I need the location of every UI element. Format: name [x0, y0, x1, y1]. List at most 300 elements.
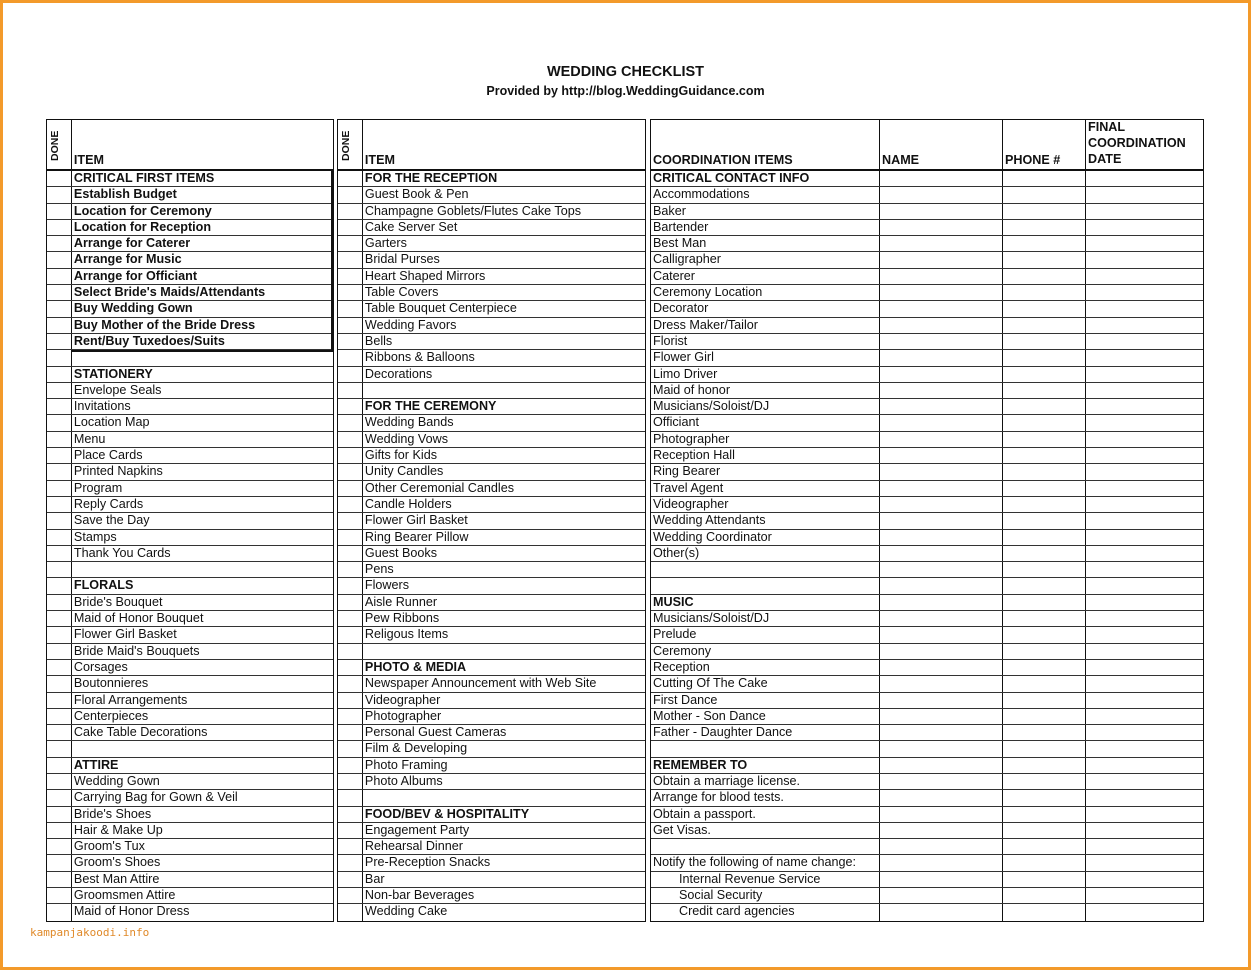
name-cell[interactable]: [880, 807, 1003, 822]
coordination-item: Videographer: [651, 497, 880, 512]
name-cell[interactable]: [880, 334, 1003, 349]
done-header-cell: [47, 120, 72, 169]
final-date-cell[interactable]: [1086, 595, 1202, 610]
final-date-cell[interactable]: [1086, 823, 1202, 838]
final-date-cell[interactable]: [1086, 204, 1202, 219]
done-checkbox[interactable]: [47, 252, 72, 267]
name-cell[interactable]: [880, 204, 1003, 219]
coordination-row: [651, 252, 1203, 268]
done-checkbox[interactable]: [47, 220, 72, 235]
final-date-cell[interactable]: [1086, 252, 1202, 267]
checklist-item: Photo Framing: [364, 757, 448, 772]
done-checkbox[interactable]: [338, 611, 363, 626]
item-header: ITEM: [73, 153, 105, 167]
done-checkbox[interactable]: [338, 839, 363, 854]
done-checkbox[interactable]: [47, 823, 72, 838]
name-cell[interactable]: [880, 187, 1003, 202]
checklist-row: [47, 530, 333, 546]
name-cell[interactable]: [880, 758, 1003, 773]
done-checkbox[interactable]: [47, 383, 72, 398]
final-date-cell[interactable]: [1086, 758, 1202, 773]
name-cell[interactable]: [880, 481, 1003, 496]
name-cell[interactable]: [880, 578, 1003, 593]
phone-cell[interactable]: [1003, 432, 1086, 447]
done-checkbox[interactable]: [47, 187, 72, 202]
checklist-row: [47, 725, 333, 741]
checklist-item: Non-bar Beverages: [364, 888, 475, 903]
coordination-row: [651, 269, 1203, 285]
phone-cell[interactable]: [1003, 823, 1086, 838]
name-cell[interactable]: [880, 301, 1003, 316]
done-checkbox[interactable]: [47, 204, 72, 219]
phone-cell[interactable]: [1003, 464, 1086, 479]
final-date-cell[interactable]: [1086, 725, 1202, 740]
name-cell[interactable]: [880, 660, 1003, 675]
done-checkbox[interactable]: [338, 464, 363, 479]
final-date-cell[interactable]: [1086, 236, 1202, 251]
phone-cell[interactable]: [1003, 285, 1086, 300]
coordination-item: Florist: [651, 334, 880, 349]
checklist-row: [47, 432, 333, 448]
done-checkbox[interactable]: [338, 888, 363, 903]
coordination-item: Decorator: [651, 301, 880, 316]
done-checkbox[interactable]: [338, 301, 363, 316]
final-date-cell[interactable]: [1086, 464, 1202, 479]
checklist-item: Location Map: [73, 415, 150, 430]
coordination-item: Father - Daughter Dance: [651, 725, 880, 740]
phone-cell[interactable]: [1003, 660, 1086, 675]
coordination-row: [651, 709, 1203, 725]
done-checkbox[interactable]: [47, 611, 72, 626]
coordination-item: Ceremony: [651, 644, 880, 659]
final-date-cell[interactable]: [1086, 432, 1202, 447]
section-heading: Arrange for Music: [73, 252, 182, 267]
done-checkbox[interactable]: [338, 595, 363, 610]
checklist-item: Garters: [364, 236, 407, 251]
done-checkbox[interactable]: [47, 758, 72, 773]
final-date-cell[interactable]: [1086, 693, 1202, 708]
phone-cell[interactable]: [1003, 530, 1086, 545]
phone-cell[interactable]: [1003, 644, 1086, 659]
done-checkbox[interactable]: [338, 693, 363, 708]
coordination-row: [651, 334, 1203, 350]
phone-cell[interactable]: [1003, 350, 1086, 365]
name-cell[interactable]: [880, 464, 1003, 479]
checklist-row: [338, 790, 645, 806]
checklist-item: [363, 644, 645, 659]
done-checkbox[interactable]: [338, 546, 363, 561]
done-checkbox[interactable]: [47, 855, 72, 870]
name-cell[interactable]: [880, 595, 1003, 610]
name-cell[interactable]: [880, 693, 1003, 708]
phone-cell[interactable]: [1003, 839, 1086, 854]
done-checkbox[interactable]: [47, 171, 72, 186]
name-cell[interactable]: [880, 236, 1003, 251]
done-checkbox[interactable]: [47, 432, 72, 447]
phone-cell[interactable]: [1003, 252, 1086, 267]
final-date-cell[interactable]: [1086, 839, 1202, 854]
phone-cell[interactable]: [1003, 448, 1086, 463]
phone-cell[interactable]: [1003, 187, 1086, 202]
done-checkbox[interactable]: [338, 741, 363, 756]
phone-cell[interactable]: [1003, 513, 1086, 528]
name-cell[interactable]: [880, 872, 1003, 887]
final-date-cell[interactable]: [1086, 530, 1202, 545]
final-date-cell[interactable]: [1086, 709, 1202, 724]
final-date-cell[interactable]: [1086, 448, 1202, 463]
section-heading: FOOD/BEV & HOSPITALITY: [364, 806, 530, 821]
done-checkbox[interactable]: [338, 448, 363, 463]
phone-cell[interactable]: [1003, 204, 1086, 219]
final-date-cell[interactable]: [1086, 285, 1202, 300]
final-date-cell[interactable]: [1086, 676, 1202, 691]
final-date-cell[interactable]: [1086, 888, 1202, 903]
coordination-row: [651, 513, 1203, 529]
phone-cell[interactable]: [1003, 334, 1086, 349]
checklist-row: [47, 578, 333, 594]
name-cell[interactable]: [880, 530, 1003, 545]
done-checkbox[interactable]: [47, 497, 72, 512]
phone-cell[interactable]: [1003, 578, 1086, 593]
done-checkbox[interactable]: [338, 709, 363, 724]
final-date-cell[interactable]: [1086, 318, 1202, 333]
name-cell[interactable]: [880, 888, 1003, 903]
checklist-row: [338, 578, 645, 594]
done-checkbox[interactable]: [338, 432, 363, 447]
done-checkbox[interactable]: [47, 562, 72, 577]
name-cell[interactable]: [880, 497, 1003, 512]
final-date-cell[interactable]: [1086, 904, 1202, 920]
section-heading: FOR THE CEREMONY: [364, 399, 497, 414]
final-date-cell[interactable]: [1086, 627, 1202, 642]
checklist-row: [47, 285, 333, 301]
phone-cell[interactable]: [1003, 904, 1086, 920]
phone-cell[interactable]: [1003, 269, 1086, 284]
checklist-item: [363, 383, 645, 398]
done-checkbox[interactable]: [47, 627, 72, 642]
done-checkbox[interactable]: [47, 644, 72, 659]
name-cell[interactable]: [880, 823, 1003, 838]
coordination-row: [651, 220, 1203, 236]
name-cell[interactable]: [880, 432, 1003, 447]
done-checkbox[interactable]: [47, 513, 72, 528]
phone-cell[interactable]: [1003, 497, 1086, 512]
final-date-cell[interactable]: [1086, 350, 1202, 365]
section-heading: Arrange for Officiant: [73, 268, 198, 283]
done-checkbox[interactable]: [47, 660, 72, 675]
final-date-cell[interactable]: [1086, 367, 1202, 382]
final-date-cell[interactable]: [1086, 497, 1202, 512]
phone-cell[interactable]: [1003, 807, 1086, 822]
done-checkbox[interactable]: [47, 595, 72, 610]
done-checkbox[interactable]: [47, 904, 72, 920]
checklist-row: [47, 269, 333, 285]
phone-cell[interactable]: [1003, 236, 1086, 251]
coordination-item: Obtain a marriage license.: [651, 774, 880, 789]
done-checkbox[interactable]: [47, 285, 72, 300]
done-checkbox[interactable]: [338, 204, 363, 219]
phone-cell[interactable]: [1003, 562, 1086, 577]
coordination-item: Baker: [651, 204, 880, 219]
phone-cell[interactable]: [1003, 367, 1086, 382]
done-checkbox[interactable]: [338, 823, 363, 838]
name-cell[interactable]: [880, 644, 1003, 659]
done-checkbox[interactable]: [47, 464, 72, 479]
done-checkbox[interactable]: [338, 530, 363, 545]
checklist-item: Cake Table Decorations: [73, 725, 208, 740]
phone-cell[interactable]: [1003, 758, 1086, 773]
checklist-item: Bells: [364, 333, 393, 348]
checklist-item: Flower Girl Basket: [364, 513, 468, 528]
done-checkbox[interactable]: [338, 285, 363, 300]
phone-cell[interactable]: [1003, 171, 1086, 186]
done-checkbox[interactable]: [47, 578, 72, 593]
coordination-item: Dress Maker/Tailor: [651, 318, 880, 333]
checklist-row: [338, 220, 645, 236]
done-checkbox[interactable]: [47, 530, 72, 545]
done-checkbox[interactable]: [338, 807, 363, 822]
name-cell[interactable]: [880, 350, 1003, 365]
final-date-cell[interactable]: [1086, 171, 1202, 186]
phone-cell[interactable]: [1003, 301, 1086, 316]
checklist-item: Program: [73, 480, 123, 495]
done-checkbox[interactable]: [338, 725, 363, 740]
final-date-cell[interactable]: [1086, 187, 1202, 202]
name-cell[interactable]: [880, 709, 1003, 724]
final-date-cell[interactable]: [1086, 774, 1202, 789]
phone-cell[interactable]: [1003, 627, 1086, 642]
done-checkbox[interactable]: [47, 839, 72, 854]
done-checkbox[interactable]: [338, 318, 363, 333]
done-checkbox[interactable]: [338, 855, 363, 870]
final-date-cell[interactable]: [1086, 269, 1202, 284]
phone-cell[interactable]: [1003, 725, 1086, 740]
done-checkbox[interactable]: [47, 448, 72, 463]
done-checkbox[interactable]: [338, 578, 363, 593]
final-date-cell[interactable]: [1086, 399, 1202, 414]
checklist-item: [72, 350, 333, 365]
checklist-item: Floral Arrangements: [73, 692, 188, 707]
done-checkbox[interactable]: [338, 415, 363, 430]
done-checkbox[interactable]: [338, 676, 363, 691]
name-cell[interactable]: [880, 790, 1003, 805]
coordination-rows: [651, 171, 1203, 921]
done-checkbox[interactable]: [47, 872, 72, 887]
final-date-cell[interactable]: [1086, 660, 1202, 675]
phone-cell[interactable]: [1003, 709, 1086, 724]
checklist-item: Decorations: [364, 366, 433, 381]
done-checkbox[interactable]: [47, 546, 72, 561]
final-date-cell[interactable]: [1086, 611, 1202, 626]
done-checkbox[interactable]: [338, 660, 363, 675]
name-cell[interactable]: [880, 855, 1003, 870]
phone-cell[interactable]: [1003, 888, 1086, 903]
name-cell[interactable]: [880, 839, 1003, 854]
checklist-row: [338, 497, 645, 513]
phone-cell[interactable]: [1003, 220, 1086, 235]
phone-cell[interactable]: [1003, 741, 1086, 756]
done-checkbox[interactable]: [338, 481, 363, 496]
phone-cell[interactable]: [1003, 774, 1086, 789]
checklist-row: [338, 171, 645, 187]
coordination-header-row: [651, 120, 1203, 171]
done-checkbox[interactable]: [47, 415, 72, 430]
done-checkbox[interactable]: [47, 367, 72, 382]
phone-cell[interactable]: [1003, 855, 1086, 870]
final-date-cell[interactable]: [1086, 741, 1202, 756]
done-checkbox[interactable]: [47, 676, 72, 691]
done-checkbox[interactable]: [47, 481, 72, 496]
checklist-item: Reply Cards: [73, 496, 144, 511]
checklist-item: Groom's Shoes: [73, 855, 161, 870]
final-date-cell[interactable]: [1086, 383, 1202, 398]
checklist-item: Guest Books: [364, 545, 438, 560]
done-checkbox[interactable]: [47, 399, 72, 414]
name-cell[interactable]: [880, 562, 1003, 577]
final-date-cell[interactable]: [1086, 546, 1202, 561]
phone-cell[interactable]: [1003, 595, 1086, 610]
name-cell[interactable]: [880, 513, 1003, 528]
done-checkbox[interactable]: [338, 758, 363, 773]
done-checkbox[interactable]: [338, 236, 363, 251]
name-cell[interactable]: [880, 415, 1003, 430]
checklist-row: [47, 839, 333, 855]
final-date-cell[interactable]: [1086, 562, 1202, 577]
final-date-cell[interactable]: [1086, 644, 1202, 659]
checklist-item: Wedding Vows: [364, 431, 448, 446]
done-checkbox[interactable]: [338, 399, 363, 414]
done-checkbox[interactable]: [338, 171, 363, 186]
checklist-row: [47, 318, 333, 334]
done-checkbox[interactable]: [47, 774, 72, 789]
phone-cell[interactable]: [1003, 611, 1086, 626]
done-checkbox[interactable]: [338, 334, 363, 349]
name-cell[interactable]: [880, 252, 1003, 267]
name-cell[interactable]: [880, 611, 1003, 626]
done-checkbox[interactable]: [338, 497, 363, 512]
done-checkbox[interactable]: [338, 644, 363, 659]
done-checkbox[interactable]: [338, 220, 363, 235]
name-cell[interactable]: [880, 741, 1003, 756]
name-cell[interactable]: [880, 725, 1003, 740]
section-heading: ATTIRE: [73, 757, 119, 772]
checklist-item: Bar: [364, 871, 385, 886]
done-checkbox[interactable]: [47, 334, 72, 349]
coordination-row: [651, 546, 1203, 562]
name-cell[interactable]: [880, 546, 1003, 561]
phone-header: PHONE #: [1003, 120, 1086, 169]
name-cell[interactable]: [880, 448, 1003, 463]
final-date-cell[interactable]: [1086, 807, 1202, 822]
checklist-row: [338, 481, 645, 497]
done-checkbox[interactable]: [338, 269, 363, 284]
phone-cell[interactable]: [1003, 693, 1086, 708]
done-checkbox[interactable]: [47, 807, 72, 822]
done-checkbox[interactable]: [338, 627, 363, 642]
phone-cell[interactable]: [1003, 399, 1086, 414]
done-checkbox[interactable]: [338, 790, 363, 805]
coordination-row: [651, 839, 1203, 855]
done-checkbox[interactable]: [338, 872, 363, 887]
name-cell[interactable]: [880, 367, 1003, 382]
section-heading: PHOTO & MEDIA: [364, 659, 467, 674]
phone-cell[interactable]: [1003, 415, 1086, 430]
done-checkbox[interactable]: [338, 367, 363, 382]
phone-cell[interactable]: [1003, 676, 1086, 691]
name-cell[interactable]: [880, 171, 1003, 186]
checklist-row: [47, 383, 333, 399]
name-cell[interactable]: [880, 676, 1003, 691]
checklist-row: [338, 839, 645, 855]
name-cell[interactable]: [880, 383, 1003, 398]
coordination-item: Maid of honor: [651, 383, 880, 398]
done-checkbox[interactable]: [47, 236, 72, 251]
done-checkbox[interactable]: [338, 904, 363, 920]
done-checkbox[interactable]: [47, 888, 72, 903]
phone-cell[interactable]: [1003, 481, 1086, 496]
done-checkbox[interactable]: [338, 383, 363, 398]
final-date-cell[interactable]: [1086, 334, 1202, 349]
final-date-cell[interactable]: [1086, 855, 1202, 870]
checklist-item: Wedding Gown: [73, 773, 160, 788]
done-checkbox[interactable]: [47, 741, 72, 756]
done-checkbox[interactable]: [338, 513, 363, 528]
phone-cell[interactable]: [1003, 318, 1086, 333]
done-checkbox[interactable]: [47, 318, 72, 333]
checklist-row: [338, 595, 645, 611]
name-cell[interactable]: [880, 318, 1003, 333]
final-date-cell[interactable]: [1086, 415, 1202, 430]
done-checkbox[interactable]: [338, 350, 363, 365]
final-date-cell[interactable]: [1086, 790, 1202, 805]
final-date-cell[interactable]: [1086, 301, 1202, 316]
checklist-row: [47, 220, 333, 236]
done-checkbox[interactable]: [338, 562, 363, 577]
phone-cell[interactable]: [1003, 790, 1086, 805]
final-date-cell[interactable]: [1086, 513, 1202, 528]
name-cell[interactable]: [880, 774, 1003, 789]
done-checkbox[interactable]: [47, 709, 72, 724]
name-cell[interactable]: [880, 627, 1003, 642]
done-checkbox[interactable]: [338, 252, 363, 267]
name-cell[interactable]: [880, 904, 1003, 920]
name-cell[interactable]: [880, 285, 1003, 300]
done-checkbox[interactable]: [338, 774, 363, 789]
done-checkbox[interactable]: [338, 187, 363, 202]
done-checkbox[interactable]: [47, 693, 72, 708]
coordination-item: Cutting Of The Cake: [651, 676, 880, 691]
done-header: DONE: [49, 130, 61, 161]
done-checkbox[interactable]: [47, 269, 72, 284]
phone-cell[interactable]: [1003, 872, 1086, 887]
done-checkbox[interactable]: [47, 725, 72, 740]
name-cell[interactable]: [880, 269, 1003, 284]
coordination-items-header: COORDINATION ITEMS: [651, 120, 880, 169]
checklist-item: Heart Shaped Mirrors: [364, 268, 486, 283]
checklist-item: Gifts for Kids: [364, 448, 438, 463]
name-cell[interactable]: [880, 399, 1003, 414]
done-checkbox[interactable]: [47, 301, 72, 316]
final-date-cell[interactable]: [1086, 872, 1202, 887]
phone-cell[interactable]: [1003, 546, 1086, 561]
done-checkbox[interactable]: [47, 790, 72, 805]
name-cell[interactable]: [880, 220, 1003, 235]
final-date-cell[interactable]: [1086, 578, 1202, 593]
done-checkbox[interactable]: [47, 350, 72, 365]
final-date-cell[interactable]: [1086, 220, 1202, 235]
phone-cell[interactable]: [1003, 383, 1086, 398]
final-date-cell[interactable]: [1086, 481, 1202, 496]
